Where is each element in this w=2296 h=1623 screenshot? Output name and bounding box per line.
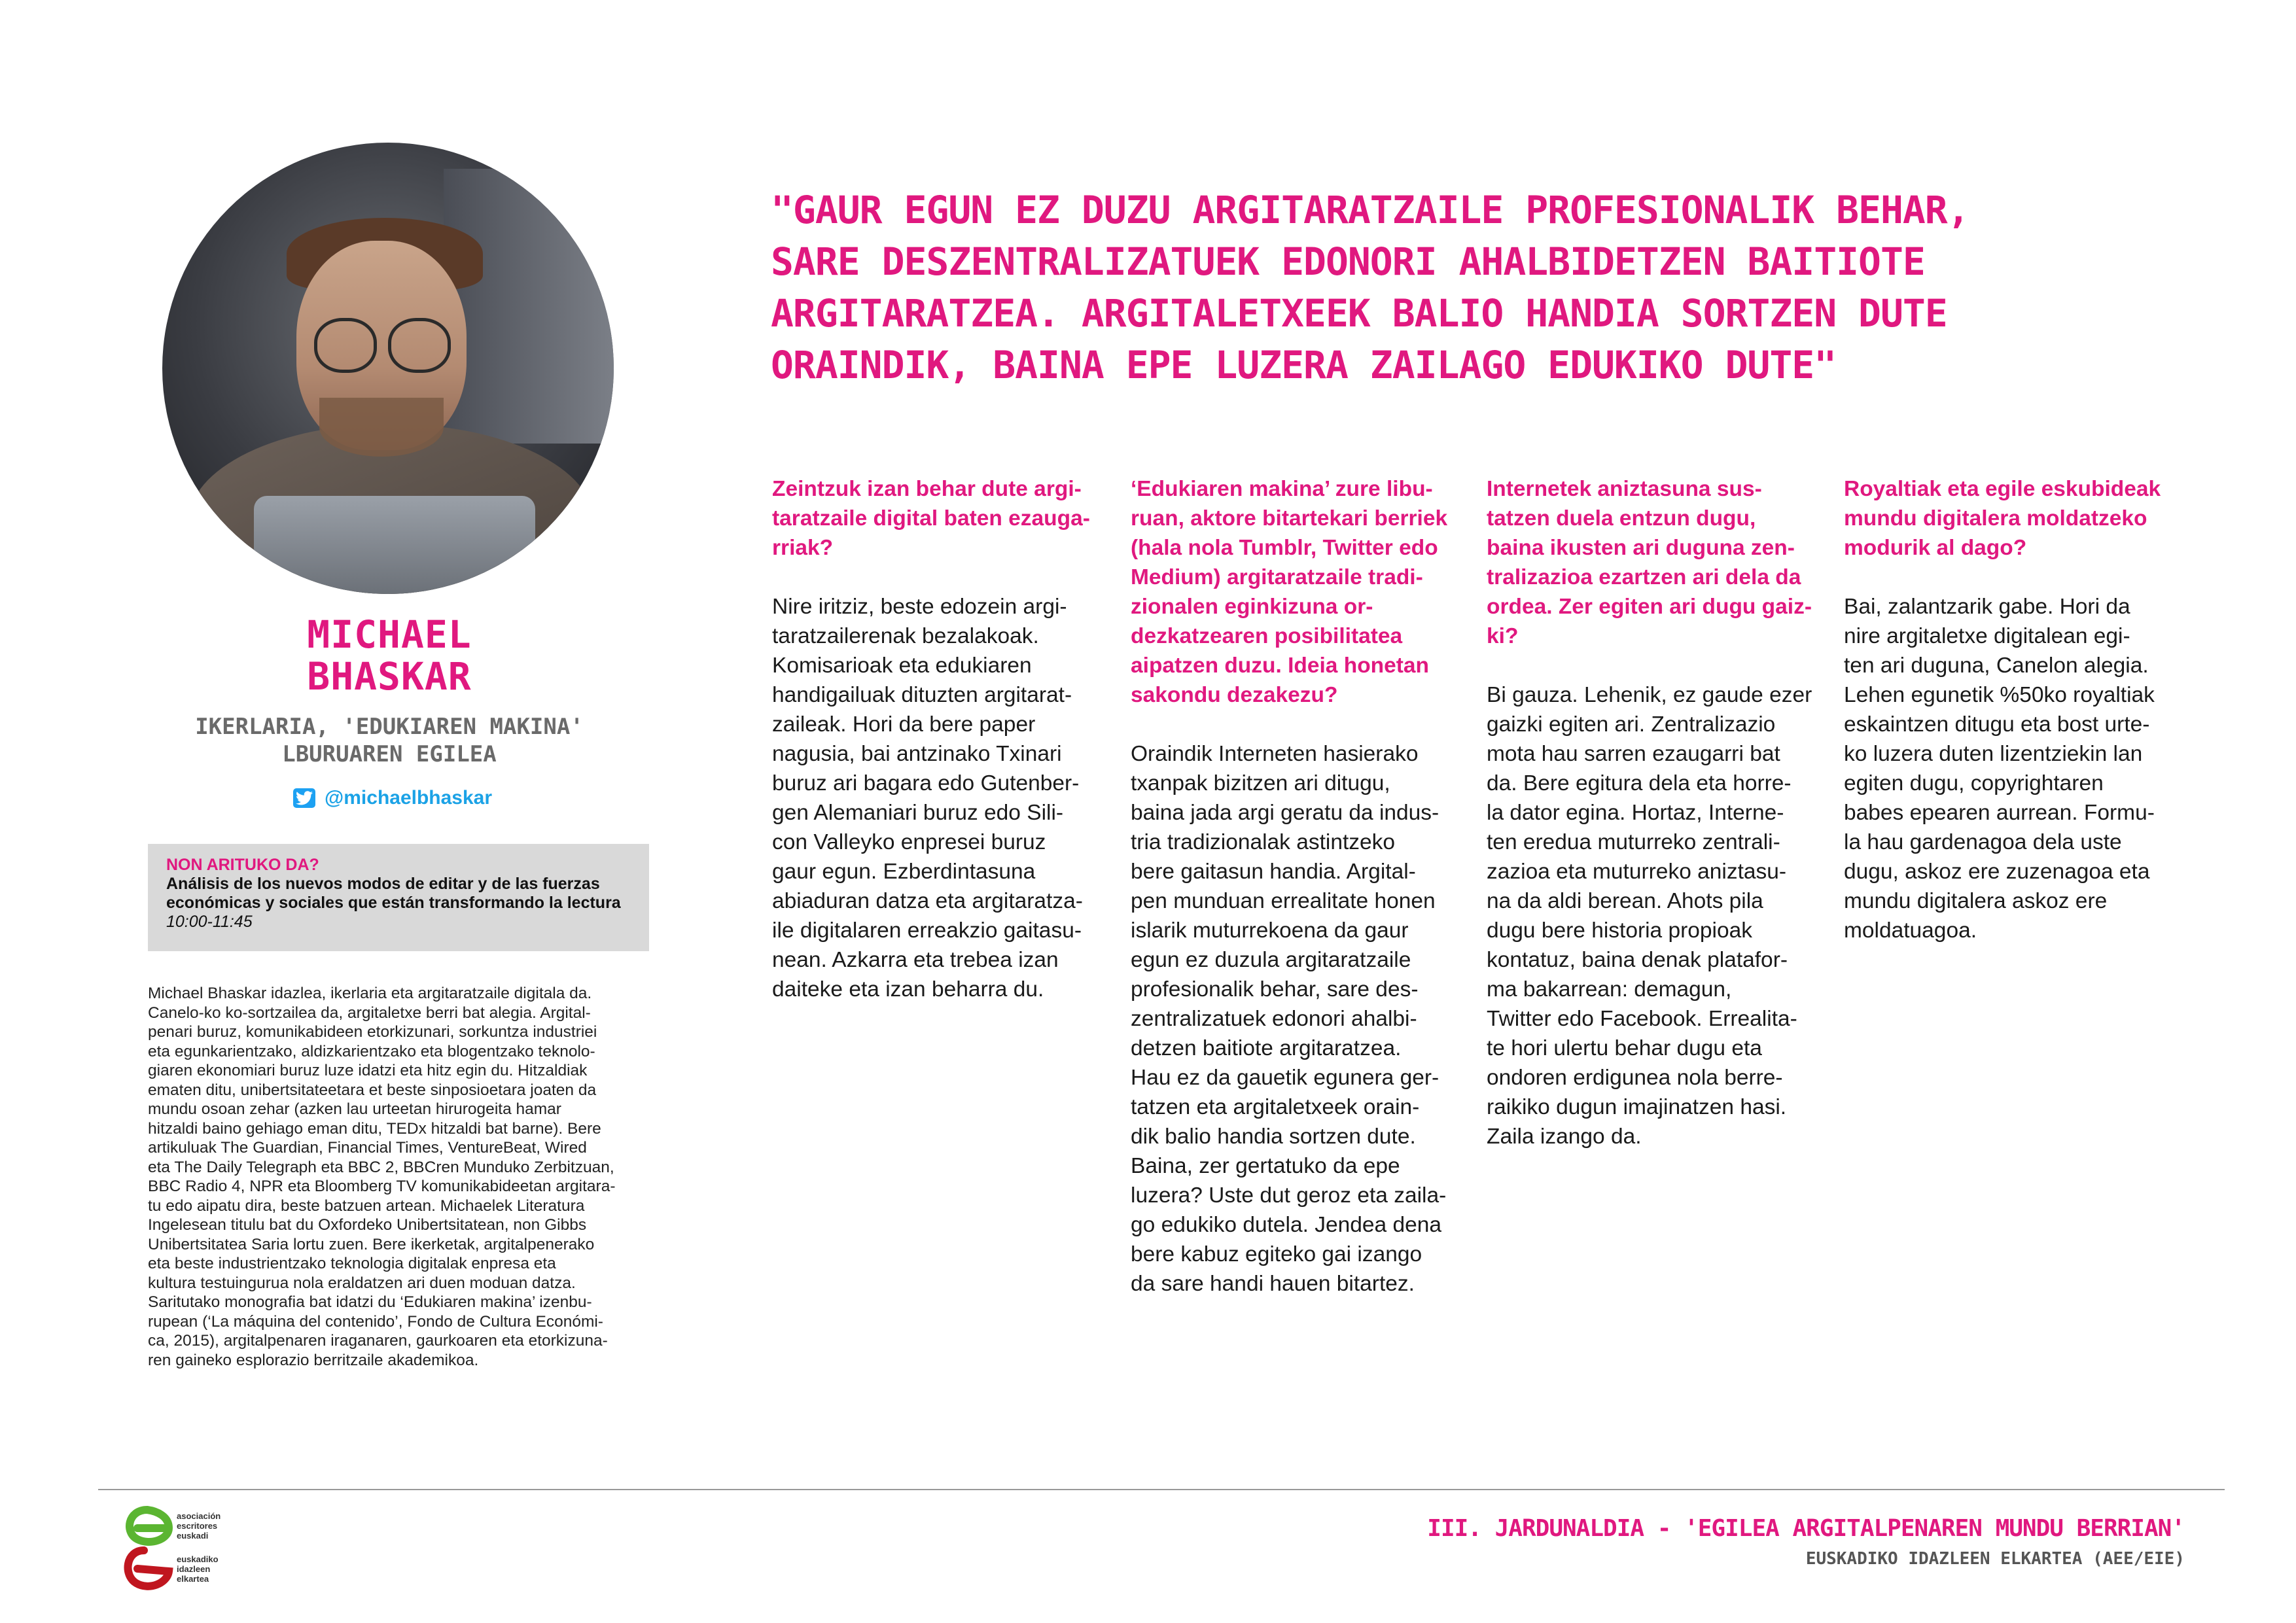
session-label: NON ARITUKO DA? <box>166 856 319 874</box>
session-time: 10:00-11:45 <box>166 913 253 931</box>
footer-subtitle: EUSKADIKO IDAZLEEN ELKARTEA (AEE/EIE) <box>1805 1549 2185 1569</box>
interview-question: Royaltiak eta egile eskubideak mundu digitalera moldatzeko modurik al dago? <box>1844 477 2161 560</box>
interview-question: ‘Edukiaren makina’ zure libu- ruan, aktore bitartekari berriek (hala nola Tumblr, Twitter edo Medium) argitaratzaile tradi- zionalen eginkizuna or- dezkatzearen posibilitatea aipatzen duzu. Ideia honetan sakondu dezakezu? <box>1131 477 1448 707</box>
session-title: Análisis de los nuevos modos de editar y de las fuerzas económicas y sociales que están transformando la lectura <box>166 875 621 912</box>
interview-column-1 <box>772 445 1106 1034</box>
logo-text-es: asociación escritores euskadi <box>177 1511 221 1541</box>
interview-column-4 <box>1844 445 2178 975</box>
author-bio: Michael Bhaskar idazlea, ikerlaria eta argitaratzaile digitala da. Canelo-ko ko-sortzailea da, argitaletxe berri bat alegia. Argital- penari buruz, komunikabideen etorkizunari, sorkuntza industriei eta egunkarientzako, aldizkarientzako eta blogentzako teknolo- giaren ekonomiari buruz luze idatzi eta hitz egin du. Hitzaldiak ematen ditu, unibertsitateetara et beste sinposioetara joaten da mundu osoan zehar (azken lau urteetan hirurogeita hamar hitzaldi baino gehiago eman ditu, TEDx hitzaldi bat barne). Bere artikuluak The Guardian, Financial Times, VentureBeat, Wired eta The Daily Telegraph eta BBC 2, BBCren Munduko Zerbitzuan, BBC Radio 4, NPR eta Bloomberg TV komunikabideetan argitara- tu edo aipatu dira, beste batzuen artean. Michaelek Literatura Ingelesean titulu bat du Oxfordeko Unibertsitatean, non Gibbs Unibertsitatea Saria lortu zuen. Bere ikerketak, argitalpenerako eta beste industrientzako teknologia digitalak enpresa eta kultura testuingurua nola eraldatzen ari duen moduan datza. Saritutako monografia bat idatzi du ‘Edukiaren makina’ izenbu- rupean (‘La máquina del contenido’, Fondo de Cultura Económi- ca, 2015), argitalpenaren iraganaren, gaurkoaren eta etorkizuna- ren gaineko esplorazio berritzaile akademikoa. <box>148 985 616 1369</box>
session-info-box <box>148 844 649 951</box>
pull-quote: "GAUR EGUN EZ DUZU ARGITARATZAILE PROFESIONALIK BEHAR, SARE DESZENTRALIZATUEK EDONORI AHALBIDETZEN BAITIOTE ARGITARATZEA. ARGITALETXEEK BALIO HANDIA SORTZEN DUTE ORAINDIK, BAINA EPE LUZERA ZAILAGO EDUKIKO DUTE" <box>771 188 1969 387</box>
twitter-handle: @michaelbhaskar <box>325 787 493 809</box>
interview-answer: Nire iritziz, beste edozein argi- taratzailerenak bezalakoak. Komisarioak eta edukiaren handigailuak dituzten argitarat- zaileak. Hori da bere paper nagusia, bai antzinako Txinari buruz ari bagara edo Gutenber- gen Alemaniari buruz edo Sili- con Valleyko enpresei buruz gaur egun. Ezberdintasuna abiaduran datza eta argitaratza- ile digitalaren erreakzio gaitasu- nean. Azkarra eta trebea izan daiteke eta izan beharra du. <box>772 595 1083 1002</box>
logo-text-eu: euskadiko idazleen elkartea <box>177 1554 219 1584</box>
logo-mark-icon <box>118 1503 177 1595</box>
author-name: MICHAEL BHASKAR <box>307 612 472 699</box>
interview-question: Zeintzuk izan behar dute argi- taratzaile digital baten ezauga- rriak? <box>772 477 1090 560</box>
author-photo <box>162 143 614 594</box>
footer-title: III. JARDUNALDIA - 'EGILEA ARGITALPENAREN MUNDU BERRIAN' <box>1427 1515 2185 1542</box>
footer-divider <box>98 1489 2225 1490</box>
twitter-link[interactable] <box>293 785 492 811</box>
association-logo <box>118 1503 249 1595</box>
interview-column-3 <box>1487 445 1820 1181</box>
author-role: IKERLARIA, 'EDUKIAREN MAKINA' LBURUAREN EGILEA <box>195 714 584 767</box>
interview-answer: Bai, zalantzarik gabe. Hori da nire argitaletxe digitalean egi- ten ari duguna, Canelon alegia. Lehen egunetik %50ko royaltiak eskaintzen ditugu eta bost urte- ko luzera duten lizentziekin lan egiten dugu, copyrightaren babes epearen aurrean. Formu- la hau gardenagoa dela uste dugu, askoz ere zuzenagoa eta mundu digitalera askoz ere moldatuagoa. <box>1844 595 2155 943</box>
interview-question: Internetek aniztasuna sus- tatzen duela entzun dugu, baina ikusten ari duguna zen- tralizazioa ezartzen ari dela da ordea. Zer egiten ari dugu gaiz- ki? <box>1487 477 1812 648</box>
interview-column-2 <box>1131 445 1464 1328</box>
twitter-icon <box>293 788 315 808</box>
interview-answer: Oraindik Interneten hasierako txanpak bizitzen ari ditugu, baina jada argi geratu da indus- tria tradizionalak astintzeko bere gaitasun handia. Argital- pen munduan errealitate honen islarik muturrekoena da gaur egun ez duzula argitaratzaile profesionalik behar, sare des- zentralizatuek edonori ahalbi- detzen baitiote argitaratzea. Hau ez da gauetik egunera ger- tatzen eta argitaletxeek orain- dik balio handia sortzen dute. Baina, zer gertatuko da epe luzera? Uste dut geroz eta zaila- go edukiko dutela. Jendea dena bere kabuz egiteko gai izango da sare handi hauen bitartez. <box>1131 742 1447 1296</box>
interview-answer: Bi gauza. Lehenik, ez gaude ezer gaizki egiten ari. Zentralizazio mota hau sarren ezaugarri bat da. Bere egitura dela eta horre- la dator egina. Hortaz, Interne- ten eredua muturreko zentrali- zazioa eta muturreko aniztasu- na da aldi berean. Ahots pila dugu bere historia propioak kontatuz, baina denak platafor- ma bakarrean: demagun, Twitter edo Facebook. Errealita- te hori ulertu behar dugu eta ondoren erdigunea nola berre- raikiko dugun imajinatzen hasi. Zaila izango da. <box>1487 683 1812 1149</box>
